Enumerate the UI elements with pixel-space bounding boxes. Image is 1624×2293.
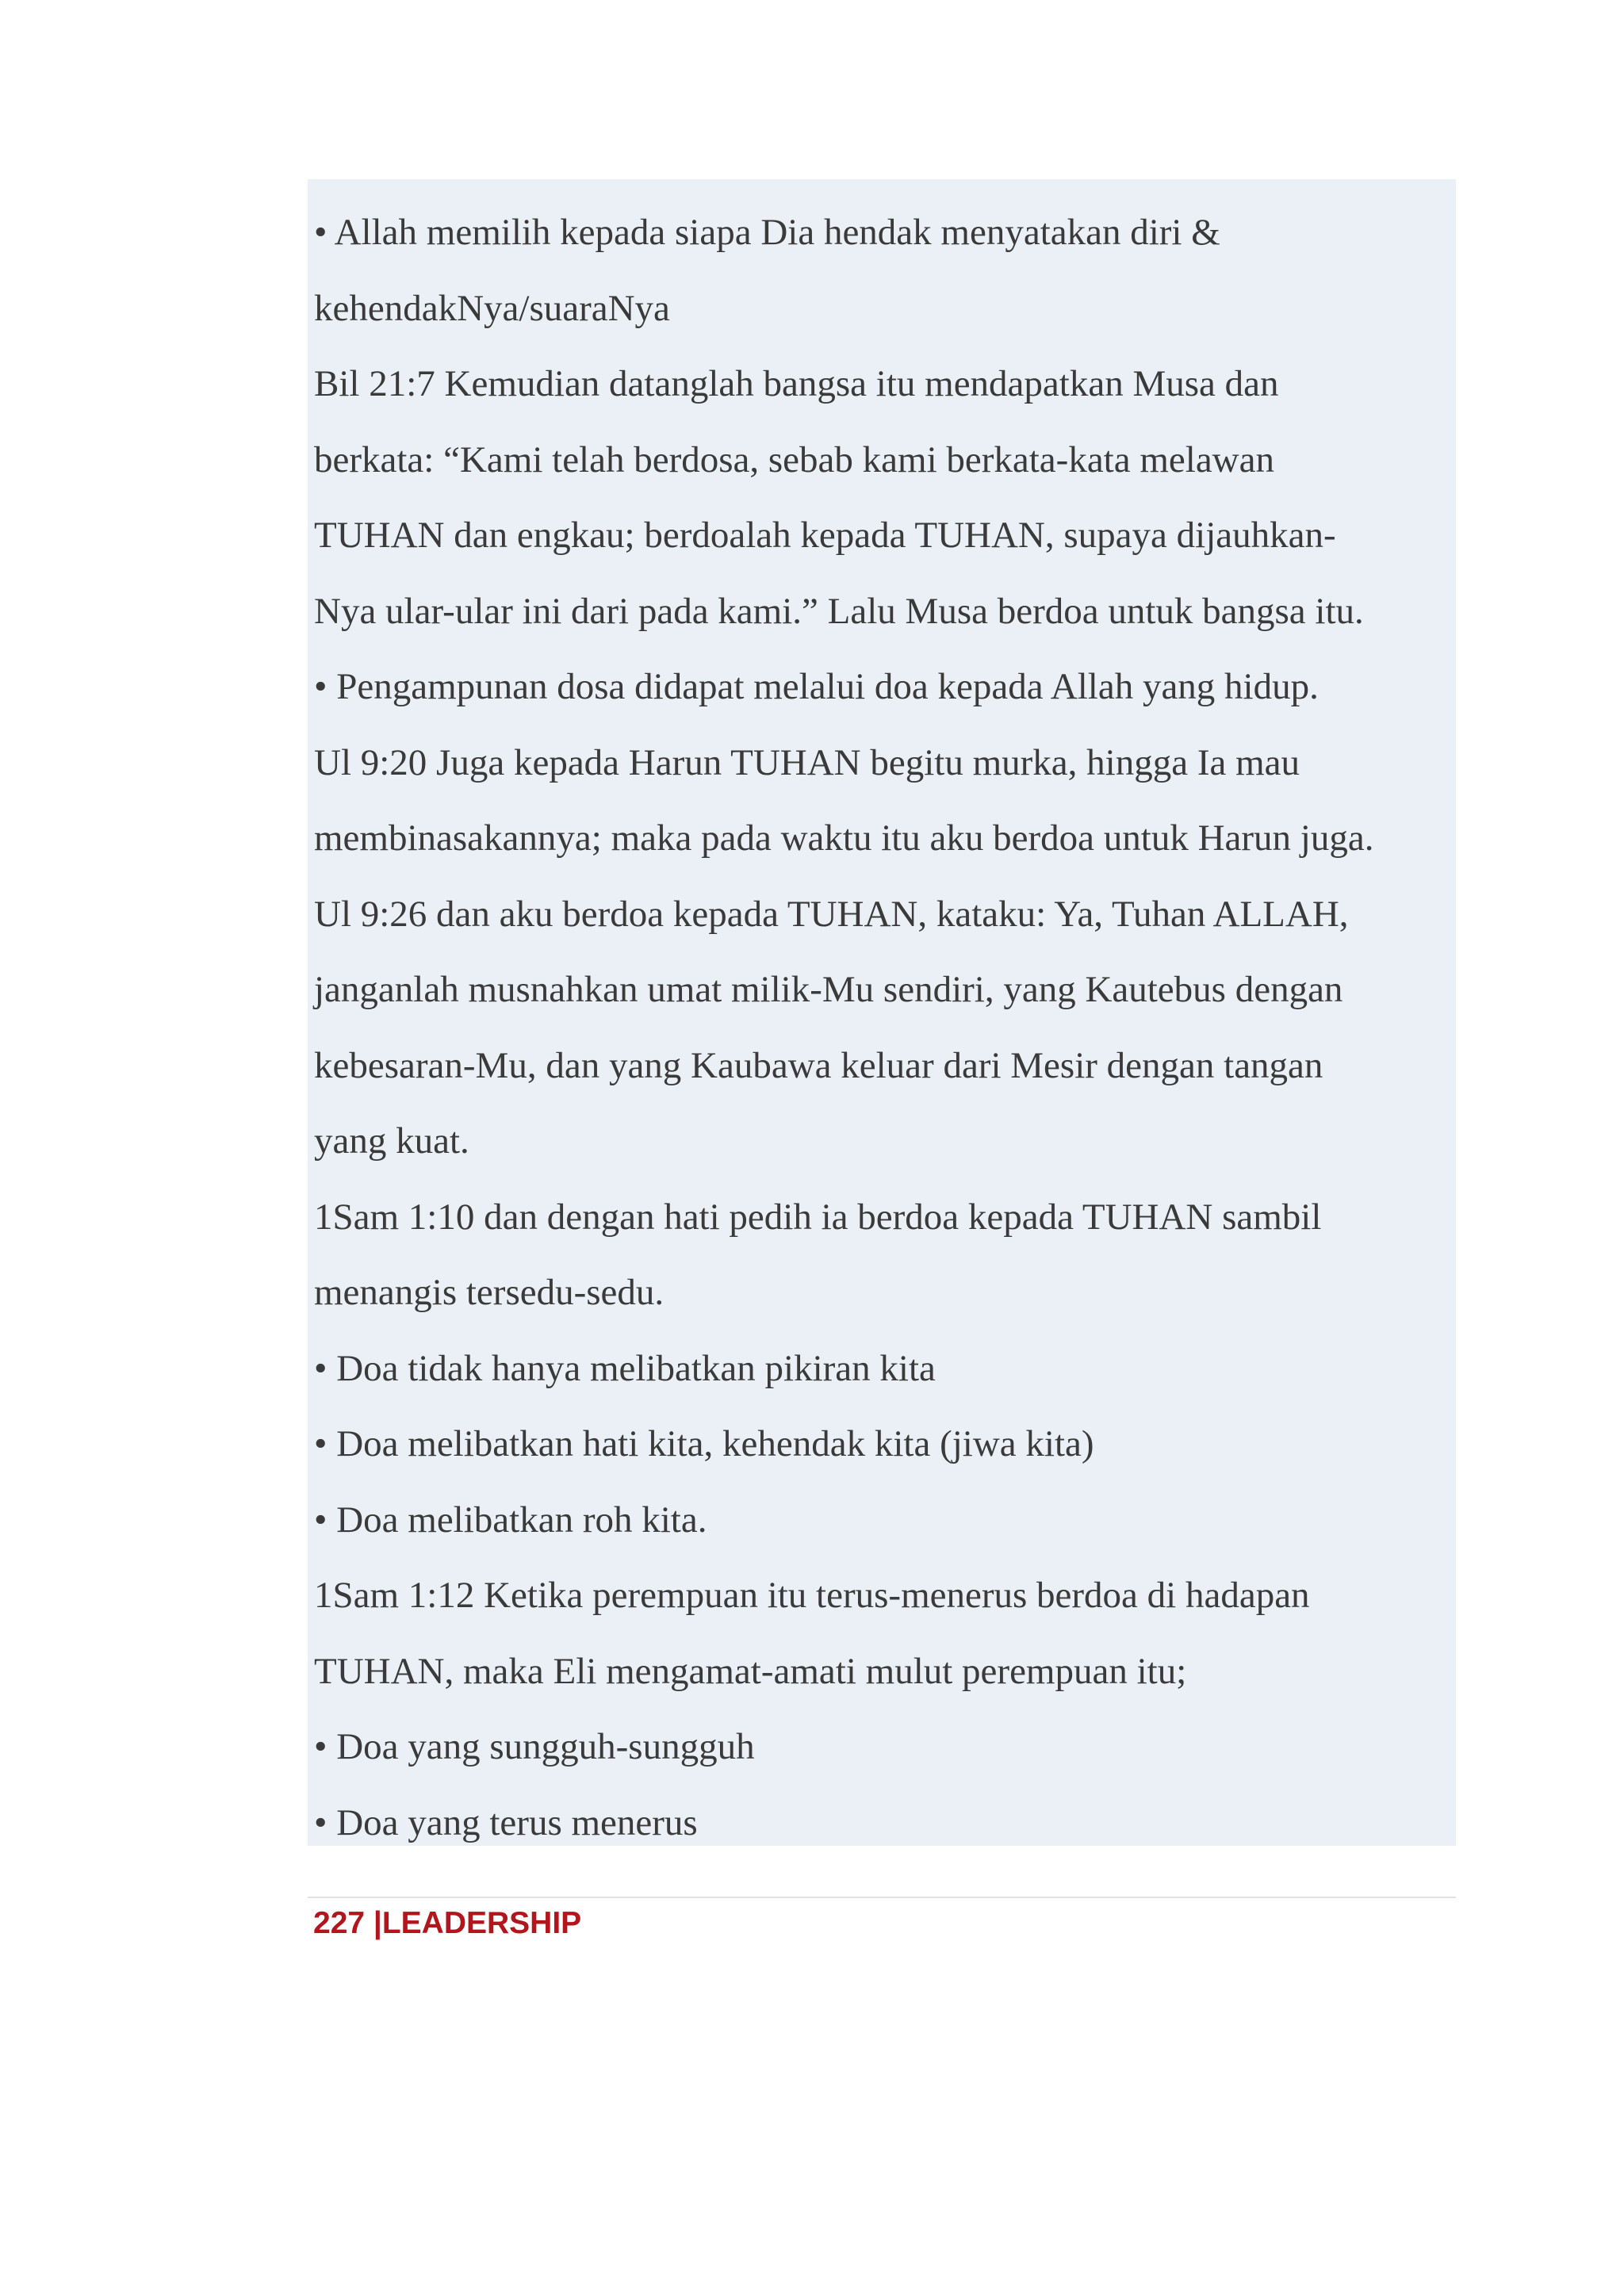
text-line: Nya ular-ular ini dari pada kami.” Lalu Musa berdoa untuk bangsa itu. <box>314 590 1364 632</box>
text-line: kehendakNya/suaraNya <box>314 287 670 329</box>
text-line: TUHAN dan engkau; berdoalah kepada TUHAN, supaya dijauhkan- <box>314 515 1336 556</box>
text-line: • Doa melibatkan hati kita, kehendak kita (jiwa kita) <box>314 1423 1094 1464</box>
text-line: • Doa yang sungguh-sungguh <box>314 1726 755 1767</box>
text-line: kebesaran-Mu, dan yang Kaubawa keluar dari Mesir dengan tangan <box>314 1044 1323 1086</box>
text-line: janganlah musnahkan umat milik-Mu sendiri, yang Kautebus dengan <box>314 969 1343 1010</box>
text-line: Ul 9:26 dan aku berdoa kepada TUHAN, kataku: Ya, Tuhan ALLAH, <box>314 893 1349 935</box>
text-line: TUHAN, maka Eli mengamat-amati mulut perempuan itu; <box>314 1650 1187 1692</box>
page-footer: 227 |LEADERSHIP <box>313 1906 582 1940</box>
text-line: • Doa tidak hanya melibatkan pikiran kita <box>314 1347 936 1389</box>
content-box <box>308 179 1456 1846</box>
text-line: • Doa melibatkan roh kita. <box>314 1499 707 1541</box>
text-line: Bil 21:7 Kemudian datanglah bangsa itu mendapatkan Musa dan <box>314 363 1279 404</box>
text-line: 1Sam 1:10 dan dengan hati pedih ia berdoa kepada TUHAN sambil <box>314 1196 1322 1238</box>
text-line: berkata: “Kami telah berdosa, sebab kami berkata-kata melawan <box>314 438 1274 480</box>
footer-divider <box>308 1897 1456 1898</box>
text-line: membinasakannya; maka pada waktu itu aku berdoa untuk Harun juga. <box>314 817 1374 859</box>
text-line: 1Sam 1:12 Ketika perempuan itu terus-menerus berdoa di hadapan <box>314 1575 1310 1616</box>
text-line: menangis tersedu-sedu. <box>314 1272 665 1313</box>
text-line: • Pengampunan dosa didapat melalui doa kepada Allah yang hidup. <box>314 666 1319 707</box>
text-line: • Doa yang terus menerus <box>314 1801 698 1843</box>
text-line: • Allah memilih kepada siapa Dia hendak menyatakan diri & <box>314 212 1220 253</box>
text-line: Ul 9:20 Juga kepada Harun TUHAN begitu murka, hingga Ia mau <box>314 741 1300 783</box>
text-line: yang kuat. <box>314 1120 469 1162</box>
